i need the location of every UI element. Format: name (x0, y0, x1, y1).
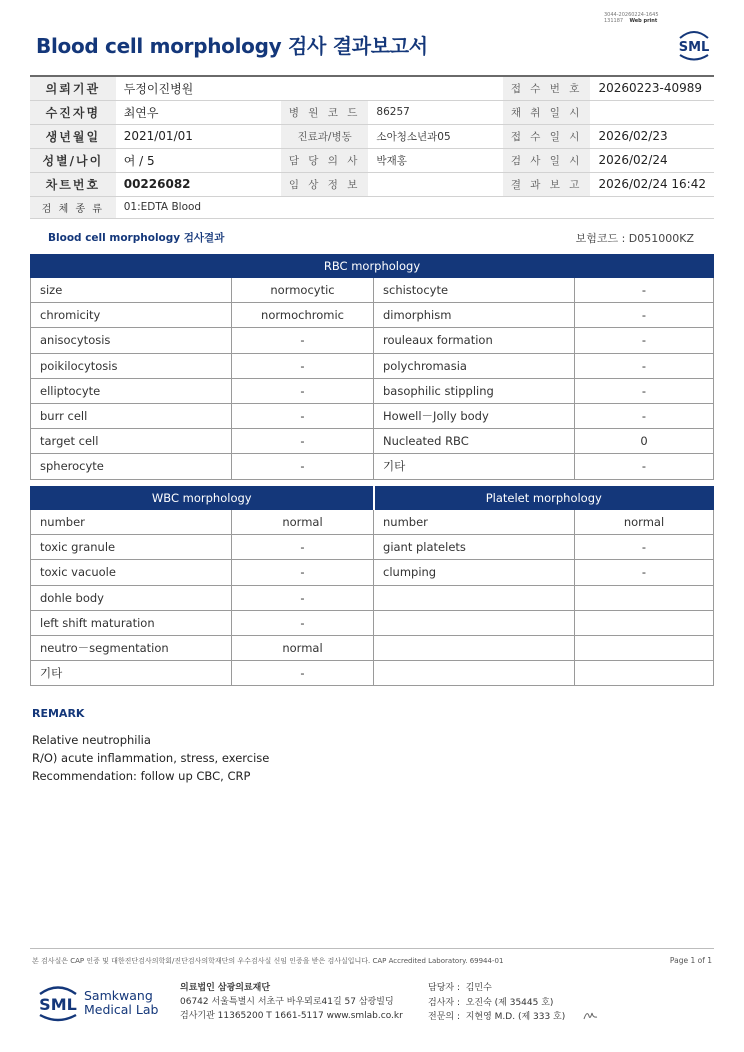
info-label: 성별/나이 (30, 148, 116, 172)
item-name-cell: chromicity (31, 303, 232, 328)
table-row (31, 560, 714, 585)
org-name: 의료법인 삼광의료재단 (180, 983, 271, 993)
info-label: 결 과 보 고 (503, 172, 591, 196)
item-result-cell: - (232, 454, 374, 479)
table-row (31, 403, 714, 428)
table-row (31, 585, 714, 610)
info-row (30, 148, 714, 172)
print-sub: 131187 (604, 18, 624, 24)
item-result-cell: - (575, 403, 714, 428)
item-result-cell: - (232, 403, 374, 428)
footer-divider (30, 948, 714, 949)
info-value: 20260223-40989 (590, 76, 714, 100)
info-value: 두정이진병원 (116, 76, 281, 100)
remark-line: Recommendation: follow up CBC, CRP (32, 769, 251, 783)
item-result-cell: - (575, 278, 714, 303)
footer-staff (428, 981, 565, 1025)
staff-name: 오진숙 (제 35445 호) (465, 997, 554, 1008)
sml-footer-logo-icon (34, 980, 82, 1024)
page-title: Blood cell morphology 검사 결과보고서 (36, 34, 428, 58)
item-result-cell: - (575, 535, 714, 560)
info-label: 검 체 종 류 (30, 196, 116, 218)
insurance-code: 보험코드 : D051000KZ (575, 232, 694, 245)
item-name-cell: spherocyte (31, 454, 232, 479)
table-row (31, 510, 714, 535)
info-value: 소아청소년과05 (368, 124, 502, 148)
item-name-cell: dimorphism (374, 303, 575, 328)
item-result-cell: - (232, 353, 374, 378)
info-value: 86257 (368, 100, 502, 124)
item-name-cell: target cell (31, 429, 232, 454)
table-row (31, 353, 714, 378)
info-value: 00226082 (116, 172, 281, 196)
staff-role: 검사자 : (428, 997, 460, 1008)
info-label: 진료과/병동 (281, 124, 369, 148)
info-value: 박재홍 (368, 148, 502, 172)
item-name-cell: number (374, 510, 575, 535)
table-row (31, 378, 714, 403)
signature-icon (582, 1008, 600, 1022)
info-value: 01:EDTA Blood (116, 196, 714, 218)
table-row (31, 278, 714, 303)
table-row (31, 635, 714, 660)
item-result-cell: - (232, 378, 374, 403)
item-result-cell: - (575, 353, 714, 378)
item-name-cell: 기타 (31, 661, 232, 686)
logo-text: SML (678, 40, 710, 55)
page-number: Page 1 of 1 (669, 956, 712, 965)
item-result-cell: - (575, 454, 714, 479)
item-name-cell: clumping (374, 560, 575, 585)
remark-line: Relative neutrophilia (32, 733, 151, 747)
item-name-cell: Howell－Jolly body (374, 403, 575, 428)
table-row (31, 535, 714, 560)
info-label: 임 상 정 보 (281, 172, 369, 196)
item-name-cell: anisocytosis (31, 328, 232, 353)
item-name-cell: giant platelets (374, 535, 575, 560)
item-result-cell: - (575, 328, 714, 353)
info-label: 접 수 일 시 (503, 124, 591, 148)
item-result-cell: normochromic (232, 303, 374, 328)
info-row (30, 76, 714, 100)
info-label: 차트번호 (30, 172, 116, 196)
item-name-cell: Nucleated RBC (374, 429, 575, 454)
remark-line: R/O) acute inflammation, stress, exercise (32, 751, 270, 765)
info-label: 채 취 일 시 (503, 100, 591, 124)
section-title: Blood cell morphology 검사결과 (48, 232, 225, 244)
staff-name: 지현영 M.D. (제 333 호) (465, 1012, 566, 1022)
footer-logo-text: SML (39, 995, 77, 1014)
item-result-cell: - (575, 303, 714, 328)
remark-text (32, 731, 269, 785)
accreditation-note: 본 검사실은 CAP 인증 및 대한진단검사의학회/진단검사의학재단의 우수검사실 신임 인증을 받은 검사실입니다. CAP Accredited Laboratory. 69944-01 (32, 957, 504, 965)
item-name-cell: poikilocytosis (31, 353, 232, 378)
item-result-cell: - (232, 429, 374, 454)
print-code: 3044-20260224-1645 (604, 12, 659, 18)
staff-line (428, 1010, 565, 1025)
item-name-cell: toxic granule (31, 535, 232, 560)
item-result-cell: - (232, 585, 374, 610)
item-name-cell: rouleaux formation (374, 328, 575, 353)
staff-name: 김민수 (465, 983, 492, 993)
info-label: 의뢰기관 (30, 76, 116, 100)
table-row (31, 303, 714, 328)
item-name-cell (374, 585, 575, 610)
rbc-morphology-table (30, 254, 714, 480)
item-name-cell: neutro－segmentation (31, 635, 232, 660)
item-result-cell: - (575, 560, 714, 585)
sml-logo-icon (674, 24, 714, 64)
item-name-cell: toxic vacuole (31, 560, 232, 585)
wbc-platelet-table (30, 486, 714, 686)
item-result-cell (575, 635, 714, 660)
remark-title: REMARK (32, 707, 85, 720)
item-result-cell (575, 661, 714, 686)
wbc-header: WBC morphology (31, 487, 374, 510)
info-label: 병 원 코 드 (281, 100, 369, 124)
item-name-cell (374, 610, 575, 635)
item-result-cell: - (232, 610, 374, 635)
item-result-cell: - (232, 661, 374, 686)
item-result-cell: normocytic (232, 278, 374, 303)
item-name-cell: schistocyte (374, 278, 575, 303)
table-row (31, 661, 714, 686)
item-name-cell: left shift maturation (31, 610, 232, 635)
info-label: 생년월일 (30, 124, 116, 148)
info-value: 2021/01/01 (116, 124, 281, 148)
rbc-header: RBC morphology (31, 255, 714, 278)
item-name-cell: burr cell (31, 403, 232, 428)
info-value: 2026/02/23 (590, 124, 714, 148)
platelet-header: Platelet morphology (374, 487, 714, 510)
print-meta (604, 12, 659, 24)
item-result-cell: normal (575, 510, 714, 535)
brand-line-2: Medical Lab (84, 1002, 159, 1017)
item-name-cell: 기타 (374, 454, 575, 479)
org-contact: 검사기관 11365200 T 1661-5117 www.smlab.co.kr (180, 1011, 403, 1021)
info-value: 여 / 5 (116, 148, 281, 172)
item-name-cell: dohle body (31, 585, 232, 610)
info-value (368, 172, 502, 196)
item-result-cell: 0 (575, 429, 714, 454)
item-name-cell (374, 635, 575, 660)
item-result-cell: - (232, 560, 374, 585)
info-row (30, 196, 714, 218)
info-value: 2026/02/24 (590, 148, 714, 172)
info-label: 담 당 의 사 (281, 148, 369, 172)
web-print-label: Web print (629, 18, 658, 24)
table-row (31, 610, 714, 635)
info-label: 수진자명 (30, 100, 116, 124)
patient-info-table (30, 75, 714, 219)
staff-line (428, 981, 565, 996)
item-result-cell: - (232, 535, 374, 560)
org-address: 06742 서울특별시 서초구 바우뫼로41길 57 삼광빌딩 (180, 997, 394, 1007)
staff-line (428, 996, 565, 1011)
info-value: 최연우 (116, 100, 281, 124)
item-result-cell: normal (232, 635, 374, 660)
footer-brand (84, 989, 158, 1017)
item-name-cell: elliptocyte (31, 378, 232, 403)
staff-role: 담당자 : (428, 983, 460, 993)
footer-organization (180, 981, 403, 1023)
table-row (31, 429, 714, 454)
item-name-cell: polychromasia (374, 353, 575, 378)
table-row (31, 454, 714, 479)
info-row (30, 124, 714, 148)
item-result-cell (575, 610, 714, 635)
table-row (31, 328, 714, 353)
item-name-cell: basophilic stippling (374, 378, 575, 403)
item-name-cell: size (31, 278, 232, 303)
info-value: 2026/02/24 16:42 (590, 172, 714, 196)
item-name-cell: number (31, 510, 232, 535)
brand-line-1: Samkwang (84, 988, 153, 1003)
item-result-cell: - (232, 328, 374, 353)
item-result-cell (575, 585, 714, 610)
item-result-cell: - (575, 378, 714, 403)
staff-role: 전문의 : (428, 1012, 460, 1022)
info-row (30, 100, 714, 124)
info-row (30, 172, 714, 196)
item-name-cell (374, 661, 575, 686)
info-label: 접 수 번 호 (503, 76, 591, 100)
info-label: 검 사 일 시 (503, 148, 591, 172)
item-result-cell: normal (232, 510, 374, 535)
info-value (590, 100, 714, 124)
